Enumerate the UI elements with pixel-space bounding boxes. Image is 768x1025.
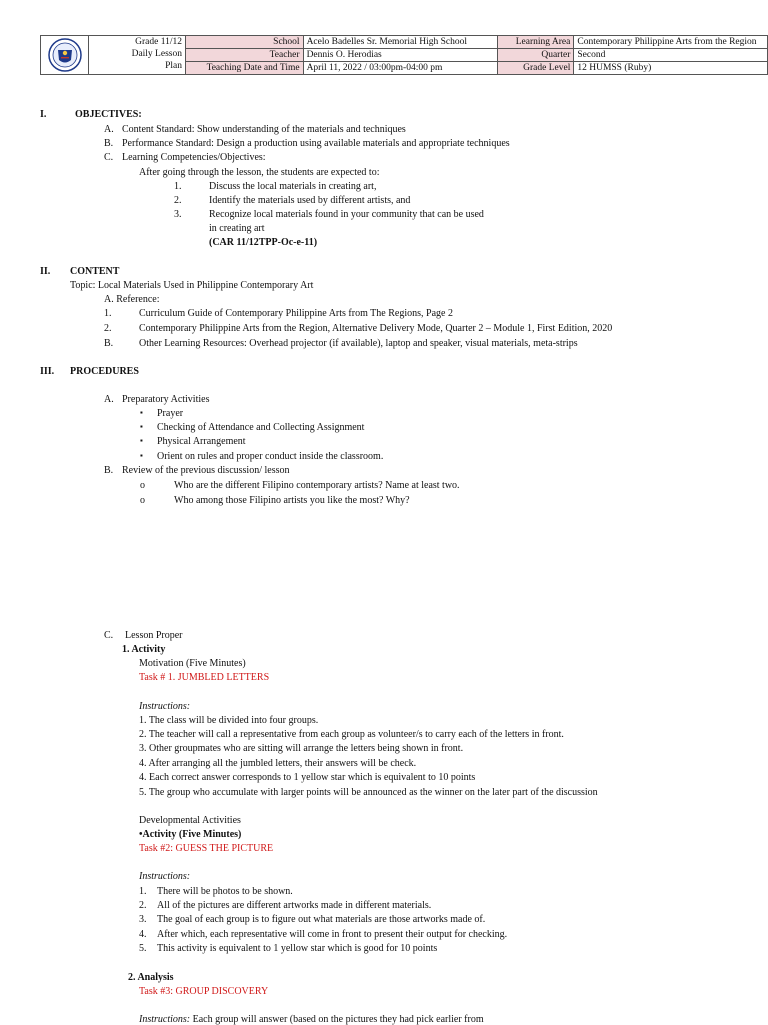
header-table <box>40 35 768 75</box>
obj-item-num: 1. <box>174 181 182 192</box>
ref-num: 2. <box>104 323 112 334</box>
ref-text: Other Learning Resources: Overhead projector (if available), laptop and speaker, visual materials, meta-strips <box>139 338 578 349</box>
obj-a-label: A. <box>104 124 114 135</box>
proc-c-label: C. <box>104 630 114 641</box>
dll-title <box>89 36 186 75</box>
bullet-icon: ▪ <box>140 408 143 417</box>
task1-step: 2. The teacher will call a representative from each group as volunteer/s to carry each of the letters in front. <box>139 729 564 740</box>
content-standard: Content Standard: Show understanding of the materials and techniques <box>122 124 406 135</box>
task1-step: 3. Other groupmates who are sitting will arrange the letters being shown in front. <box>139 743 464 754</box>
review-heading: Review of the previous discussion/ lesson <box>122 465 290 476</box>
date-label: Teaching Date and Time <box>185 62 303 75</box>
reference-label: A. Reference: <box>104 294 160 305</box>
obj-item-num: 3. <box>174 209 182 220</box>
task3-instruction-text: Each group will answer (based on the pictures they had pick earlier from <box>190 1014 484 1025</box>
instructions-label: Instructions: <box>139 871 191 882</box>
task2-step: This activity is equivalent to 1 yellow star which is good for 10 points <box>157 943 438 954</box>
task2-step: All of the pictures are different artworks made in different materials. <box>157 900 432 911</box>
task1-step: 1. The class will be divided into four groups. <box>139 715 319 726</box>
obj-b-label: B. <box>104 138 114 149</box>
grade-level-label: Grade Level <box>497 62 573 75</box>
learning-competencies: Learning Competencies/Objectives: <box>122 152 266 163</box>
motivation-text: Motivation (Five Minutes) <box>139 658 246 669</box>
obj-item-text: Recognize local materials found in your community that can be used <box>209 209 484 220</box>
task2-step-num: 4. <box>139 929 147 940</box>
prep-item: Physical Arrangement <box>157 436 246 447</box>
obj-item-continuation: in creating art <box>209 223 265 234</box>
circle-bullet-icon: o <box>140 495 145 506</box>
learning-area-label: Learning Area <box>497 36 573 49</box>
task2-step: The goal of each group is to figure out what materials are those artworks made of. <box>157 914 486 925</box>
ref-num: 1. <box>104 308 112 319</box>
task2-step: There will be photos to be shown. <box>157 886 293 897</box>
quarter-label: Quarter <box>497 49 573 62</box>
task2-step-num: 3. <box>139 914 147 925</box>
section-num-2: II. <box>40 266 51 277</box>
ref-text: Contemporary Philippine Arts from the Region, Alternative Delivery Mode, Quarter 2 – Module 1, First Edition, 2020 <box>139 323 613 334</box>
grade-text: Grade 11/12 <box>135 37 182 47</box>
school-label: School <box>185 36 303 49</box>
objectives-intro: After going through the lesson, the students are expected to: <box>139 167 380 178</box>
obj-item-text: Discuss the local materials in creating art, <box>209 181 377 192</box>
prep-item: Checking of Attendance and Collecting Assignment <box>157 422 365 433</box>
bullet-icon: ▪ <box>140 436 143 445</box>
task1-title: Task # 1. JUMBLED LETTERS <box>139 672 270 683</box>
date-value: April 11, 2022 / 03:00pm-04:00 pm <box>303 62 497 75</box>
teacher-label: Teacher <box>185 49 303 62</box>
grade-level-value: 12 HUMSS (Ruby) <box>574 62 768 75</box>
section-num-3: III. <box>40 366 55 377</box>
review-question: Who are the different Filipino contemporary artists? Name at least two. <box>174 480 460 491</box>
prep-item: Orient on rules and proper conduct inside the classroom. <box>157 451 384 462</box>
obj-item-text: Identify the materials used by different artists, and <box>209 195 411 206</box>
learning-area-value: Contemporary Philippine Arts from the Region <box>574 36 768 49</box>
instructions-label: Instructions: <box>139 1014 191 1025</box>
quarter-value: Second <box>574 49 768 62</box>
analysis-title: 2. Analysis <box>128 972 174 983</box>
instructions-label: Instructions: <box>139 701 191 712</box>
bullet-icon: ▪ <box>140 422 143 431</box>
task3-title: Task #3: GROUP DISCOVERY <box>139 986 269 997</box>
developmental-activities: Developmental Activities <box>139 815 241 826</box>
ref-num: B. <box>104 338 114 349</box>
circle-bullet-icon: o <box>140 480 145 491</box>
task1-step: 4. Each correct answer corresponds to 1 yellow star which is equivalent to 10 points <box>139 772 476 783</box>
deped-seal-icon <box>41 36 89 75</box>
dll-line2: Plan <box>165 61 182 71</box>
task2-step-num: 1. <box>139 886 147 897</box>
topic-text: Topic: Local Materials Used in Philippine Contemporary Art <box>70 280 314 291</box>
task2-step-num: 5. <box>139 943 147 954</box>
section-num-1: I. <box>40 109 47 120</box>
task1-step: 4. After arranging all the jumbled letters, their answers will be check. <box>139 758 417 769</box>
proc-a-label: A. <box>104 394 114 405</box>
ref-text: Curriculum Guide of Contemporary Philippine Arts from The Regions, Page 2 <box>139 308 453 319</box>
preparatory-activities: Preparatory Activities <box>122 394 210 405</box>
review-question: Who among those Filipino artists you like the most? Why? <box>174 495 410 506</box>
obj-c-label: C. <box>104 152 114 163</box>
objectives-heading: OBJECTIVES: <box>75 109 142 120</box>
activity2-title: •Activity (Five Minutes) <box>139 829 242 840</box>
task2-step: After which, each representative will come in front to present their output for checking. <box>157 929 508 940</box>
teacher-value: Dennis O. Herodias <box>303 49 497 62</box>
task1-step: 5. The group who accumulate with larger points will be announced as the winner on the later part of the discussion <box>139 787 598 798</box>
school-value: Acelo Badelles Sr. Memorial High School <box>303 36 497 49</box>
activity-title: 1. Activity <box>122 644 166 655</box>
task2-step-num: 2. <box>139 900 147 911</box>
procedures-heading: PROCEDURES <box>70 366 139 377</box>
task3-instructions <box>139 1014 484 1025</box>
task2-title: Task #2: GUESS THE PICTURE <box>139 843 274 854</box>
content-heading: CONTENT <box>70 266 120 277</box>
bullet-icon: ▪ <box>140 451 143 460</box>
prep-item: Prayer <box>157 408 184 419</box>
competency-code: (CAR 11/12TPP-Oc-e-11) <box>209 237 318 248</box>
lesson-proper: Lesson Proper <box>125 630 183 641</box>
performance-standard: Performance Standard: Design a production using available materials and appropriate techniques <box>122 138 510 149</box>
obj-item-num: 2. <box>174 195 182 206</box>
dll-line1: Daily Lesson <box>131 49 182 59</box>
proc-b-label: B. <box>104 465 114 476</box>
